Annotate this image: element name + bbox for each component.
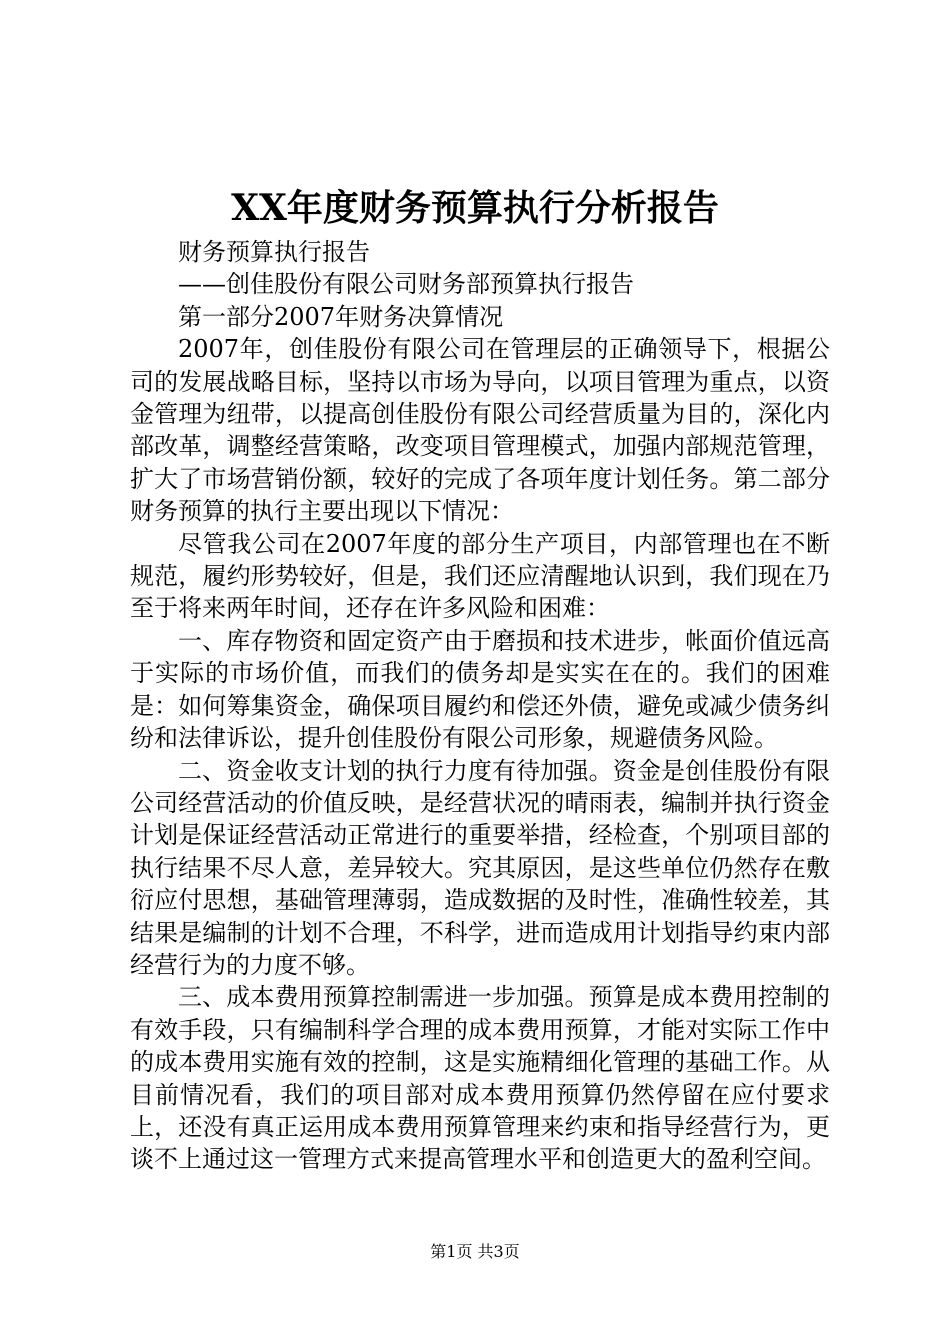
paragraph-point-two: 二、资金收支计划的执行力度有待加强。资金是创佳股份有限公司经营活动的价值反映，是经营状况的晴雨表，编制并执行资金计划是保证经营活动正常进行的重要举措，经检查，个别项目部的执行结果不尽人意，差异较大。究其原因，是这些单位仍然存在敷衍应付思想，基础管理薄弱，造成数据的及时性，准确性较差，其结果是编制的计划不合理，不科学，进而造成用计划指导约束内部经营行为的力度不够。 — [130, 756, 830, 979]
paragraph-section-heading: 第一部分2007年财务决算情况 — [178, 302, 504, 331]
paragraph-point-three: 三、成本费用预算控制需进一步加强。预算是成本费用控制的有效手段，只有编制科学合理的成本费用预算，才能对实际工作中的成本费用实施有效的控制，这是实施精细化管理的基础工作。从目前情况看，我们的项目部对成本费用预算仍然停留在应付要求上，还没有真正运用成本费用预算管理来约束和指导经营行为，更谈不上通过这一管理方式来提高管理水平和创造更大的盈利空间。 — [130, 983, 830, 1174]
paragraph-subtitle: 财务预算执行报告 — [178, 238, 370, 266]
document-title: XX年度财务预算执行分析报告 — [231, 187, 719, 229]
paragraph-overview: 2007年，创佳股份有限公司在管理层的正确领导下，根据公司的发展战略目标，坚持以市场为导向，以项目管理为重点，以资金管理为纽带，以提高创佳股份有限公司经营质量为目的，深化内部改革，调整经营策略，改变项目管理模式，加强内部规范管理，扩大了市场营销份额，较好的完成了各项年度计划任务。第二部分财务预算的执行主要出现以下情况： — [130, 335, 830, 526]
paragraph-report-name: ——创佳股份有限公司财务部预算执行报告 — [178, 270, 634, 299]
document-body — [130, 236, 830, 1176]
paragraph-risks-intro: 尽管我公司在2007年度的部分生产项目，内部管理也在不断规范，履约形势较好，但是，我们还应清醒地认识到，我们现在乃至于将来两年时间，还存在许多风险和困难： — [130, 529, 830, 623]
paragraph-point-one: 一、库存物资和固定资产由于磨损和技术进步，帐面价值远高于实际的市场价值，而我们的债务却是实实在在的。我们的困难是：如何筹集资金，确保项目履约和偿还外债，避免或减少债务纠纷和法律诉讼，提升创佳股份有限公司形象，规避债务风险。 — [130, 626, 830, 753]
page-footer: 第1页 共3页 — [430, 1242, 520, 1261]
